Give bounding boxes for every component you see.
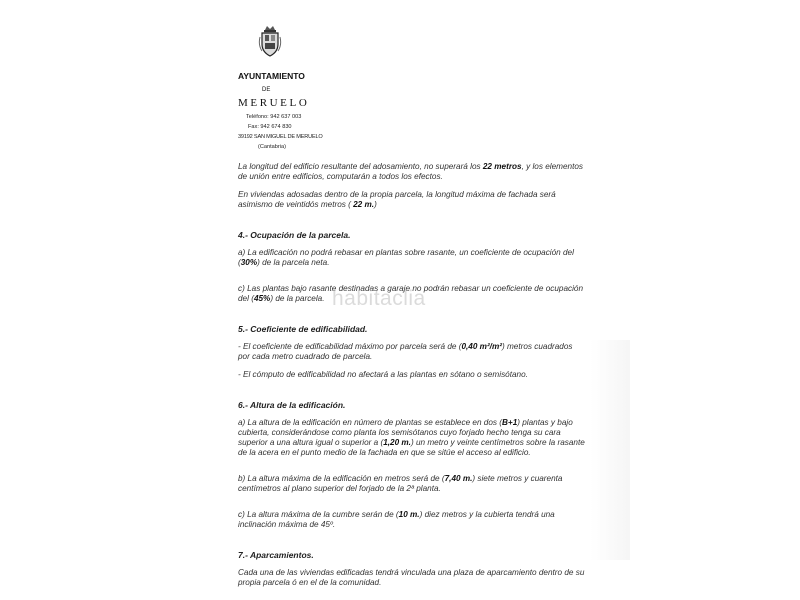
coat-of-arms-icon (258, 25, 282, 57)
section-7-paragraph-1: Cada una de las viviendas edificadas tendrá vinculada una plaza de aparcamiento dentro de su propia parcela ó en el de la comunidad. (238, 568, 585, 587)
document-body (238, 162, 586, 596)
section-5-paragraph-1: - El coeficiente de edificabilidad máximo por parcela será de (0,40 m²/m²) metros cuadrados por cada metro cuadrado de parcela. (238, 342, 573, 361)
section-4-item-c: c) Las plantas bajo rasante destinadas a garaje no podrán rebasar un coeficiente de ocupación del (45%) de la parcela. (238, 284, 584, 303)
org-address: 39192 SAN MIGUEL DE MERUELO (238, 134, 323, 140)
section-7-title: 7.- Aparcamientos. (238, 550, 314, 560)
org-region: (Cantabria) (258, 144, 286, 150)
section-5-paragraph-2: - El cómputo de edificabilidad no afectará a las plantas en sótano o semisótano. (238, 370, 528, 379)
section-6-item-b: b) La altura máxima de la edificación en metros será de (7,40 m.) siete metros y cuarenta centímetros al plano superior del forjado de la 2ª planta. (238, 474, 563, 493)
org-de: DE (262, 87, 271, 93)
org-phone: Teléfono: 942 637 003 (246, 114, 302, 120)
section-6-title: 6.- Altura de la edificación. (238, 400, 346, 410)
page-shadow (590, 340, 630, 560)
section-5-title: 5.- Coeficiente de edificabilidad. (238, 324, 368, 334)
section-4-title: 4.- Ocupación de la parcela. (238, 230, 351, 240)
section-6-item-a: a) La altura de la edificación en número de plantas se establece en dos (B+1) plantas y bajo cubierta, considerándose como planta los semisótanos cuyo forjado hecho tenga su cara superior a una altura igual o superior a (1,20 m.) un metro y veinte centímetros sobre la rasante de la acera en el punto medio de la fachada en que se sitúe el acceso al edificio. (238, 418, 585, 457)
intro-paragraph-2: En viviendas adosadas dentro de la propia parcela, la longitud máxima de fachada será asimismo de veintidós metros ( 22 m.) (238, 190, 556, 209)
org-fax: Fax: 942 674 830 (248, 124, 292, 130)
org-town: MERUELO (238, 97, 310, 109)
section-6-item-c: c) La altura máxima de la cumbre serán de (10 m.) diez metros y la cubierta tendrá una inclinación máxima de 45º. (238, 510, 555, 529)
intro-paragraph-1: La longitud del edificio resultante del adosamiento, no superará los 22 metros, y los elementos de unión entre edificios, computarán a todos los efectos. (238, 162, 583, 181)
section-4-item-a: a) La edificación no podrá rebasar en plantas sobre rasante, un coeficiente de ocupación del (30%) de la parcela neta. (238, 248, 574, 267)
org-name: AYUNTAMIENTO (238, 71, 305, 81)
watermark: habitaclia (332, 287, 426, 310)
